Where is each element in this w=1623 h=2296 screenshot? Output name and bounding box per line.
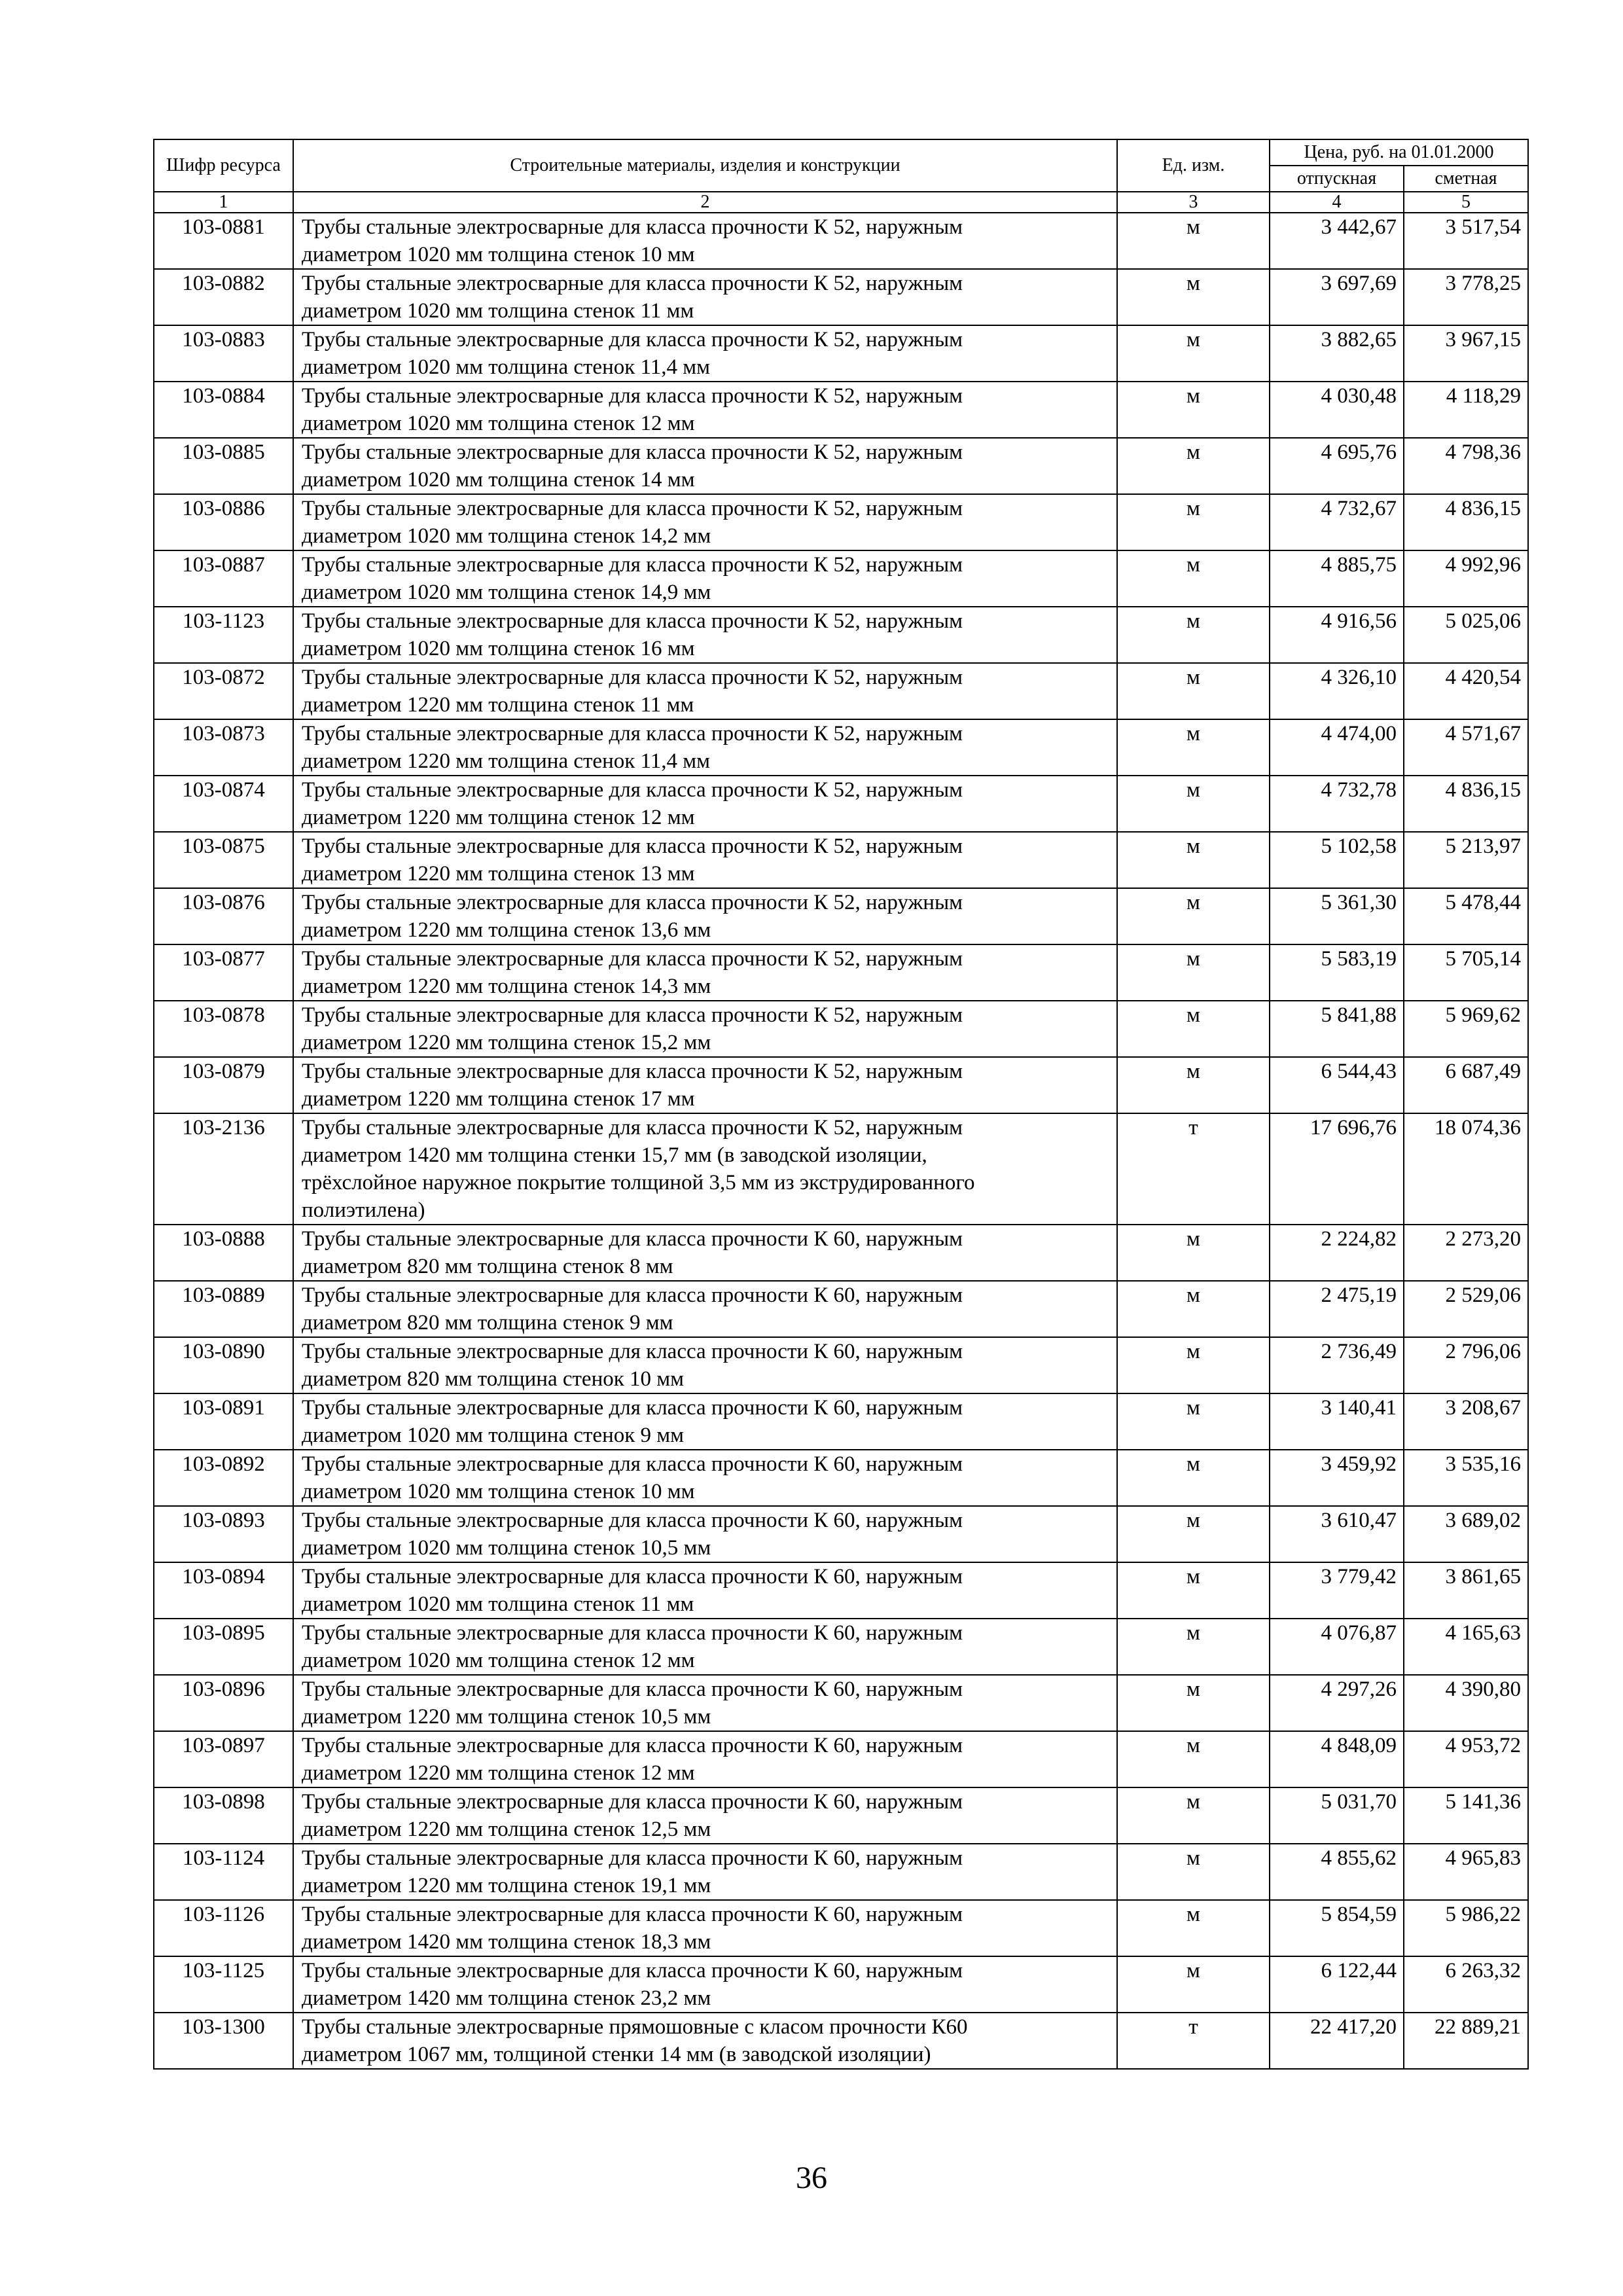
release-price-cell: 4 474,00 [1270,719,1404,776]
material-name-line: диаметром 1220 мм толщина стенок 12,5 мм [302,1818,711,1841]
material-name-line: диаметром 1420 мм толщина стенки 15,7 мм (в заводской изоляции, [302,1143,927,1167]
material-name-line: диаметром 1020 мм толщина стенок 9 мм [302,1424,685,1447]
release-price-cell: 3 697,69 [1270,269,1404,325]
material-name-cell [293,1787,1117,1844]
estimate-price-cell: 3 689,02 [1404,1506,1528,1562]
material-name-cell [293,1281,1117,1337]
release-price-cell: 4 885,75 [1270,550,1404,607]
material-name-line: Трубы стальные электросварные для класса прочности К 60, наружным [302,1340,963,1363]
material-name-line: Трубы стальные электросварные для класса прочности К 60, наружным [302,1790,963,1814]
release-price-cell: 4 916,56 [1270,607,1404,663]
table-row [154,776,1528,832]
estimate-price-cell: 6 687,49 [1404,1057,1528,1113]
resource-code-cell: 103-0894 [154,1562,293,1619]
material-name-cell [293,888,1117,944]
material-name-cell [293,832,1117,888]
table-row [154,1057,1528,1113]
material-name-line: Трубы стальные электросварные для класса прочности К 60, наружным [302,1846,963,1870]
table-body [154,213,1528,2069]
unit-cell: м [1117,1675,1270,1731]
header-price-group: Цена, руб. на 01.01.2000 [1270,139,1528,166]
material-name-line: Трубы стальные электросварные для класса прочности К 52, наружным [302,666,963,689]
resource-code-cell: 103-2136 [154,1113,293,1225]
estimate-price-cell: 4 571,67 [1404,719,1528,776]
estimate-price-cell: 18 074,36 [1404,1113,1528,1225]
release-price-cell: 4 855,62 [1270,1844,1404,1900]
page-number: 36 [796,2161,827,2195]
resource-code-cell: 103-0883 [154,325,293,382]
material-name-line: Трубы стальные электросварные для класса прочности К 60, наружным [302,1959,963,1982]
price-table [153,139,1529,2070]
table-row [154,1900,1528,1956]
estimate-price-cell: 4 420,54 [1404,663,1528,719]
release-price-cell: 6 544,43 [1270,1057,1404,1113]
material-name-line: диаметром 820 мм толщина стенок 10 мм [302,1367,685,1391]
header-code: Шифр ресурса [154,139,293,192]
material-name-line: Трубы стальные электросварные для класса прочности К 60, наружным [302,1565,963,1588]
release-price-cell: 4 732,67 [1270,494,1404,550]
material-name-cell [293,1562,1117,1619]
resource-code-cell: 103-0891 [154,1393,293,1450]
unit-cell: м [1117,1844,1270,1900]
estimate-price-cell: 4 836,15 [1404,776,1528,832]
table-row [154,1393,1528,1450]
material-name-line: Трубы стальные электросварные для класса прочности К 52, наружным [302,891,963,914]
table-row [154,1787,1528,1844]
resource-code-cell: 103-0874 [154,776,293,832]
estimate-price-cell: 3 535,16 [1404,1450,1528,1506]
unit-cell: м [1117,1281,1270,1337]
resource-code-cell: 103-0896 [154,1675,293,1731]
table-row [154,494,1528,550]
estimate-price-cell: 3 208,67 [1404,1393,1528,1450]
estimate-price-cell: 5 213,97 [1404,832,1528,888]
release-price-cell: 22 417,20 [1270,2013,1404,2069]
material-name-line: Трубы стальные электросварные для класса прочности К 52, наружным [302,440,963,464]
material-name-line: диаметром 1220 мм толщина стенок 14,3 мм [302,975,711,998]
table-row [154,382,1528,438]
estimate-price-cell: 2 529,06 [1404,1281,1528,1337]
estimate-price-cell: 5 025,06 [1404,607,1528,663]
table-row [154,1001,1528,1057]
estimate-price-cell: 5 705,14 [1404,944,1528,1001]
resource-code-cell: 103-0887 [154,550,293,607]
header-price-release: отпускная [1270,166,1404,192]
table-row [154,944,1528,1001]
unit-cell: м [1117,607,1270,663]
material-name-line: диаметром 1020 мм толщина стенок 16 мм [302,637,695,660]
material-name-line: Трубы стальные электросварные для класса прочности К 60, наружным [302,1734,963,1757]
column-number: 2 [293,192,1117,213]
estimate-price-cell: 2 796,06 [1404,1337,1528,1393]
estimate-price-cell: 5 141,36 [1404,1787,1528,1844]
resource-code-cell: 103-0884 [154,382,293,438]
unit-cell: т [1117,2013,1270,2069]
material-name-line: диаметром 1220 мм толщина стенок 13 мм [302,862,695,886]
unit-cell: м [1117,1393,1270,1450]
table-header [154,139,1528,213]
unit-cell: м [1117,1506,1270,1562]
material-name-line: диаметром 1020 мм толщина стенок 10,5 мм [302,1536,711,1560]
material-name-cell [293,776,1117,832]
column-numbers-row [154,192,1528,213]
unit-cell: м [1117,719,1270,776]
release-price-cell: 4 297,26 [1270,1675,1404,1731]
table-row [154,325,1528,382]
table-row [154,1562,1528,1619]
resource-code-cell: 103-0882 [154,269,293,325]
unit-cell: м [1117,776,1270,832]
unit-cell: м [1117,325,1270,382]
material-name-cell [293,1731,1117,1787]
column-number: 4 [1270,192,1404,213]
material-name-cell [293,663,1117,719]
release-price-cell: 6 122,44 [1270,1956,1404,2013]
unit-cell: м [1117,213,1270,269]
release-price-cell: 5 361,30 [1270,888,1404,944]
material-name-line: диаметром 820 мм толщина стенок 8 мм [302,1255,673,1278]
material-name-cell [293,1900,1117,1956]
table-row [154,1956,1528,2013]
material-name-line: диаметром 1220 мм толщина стенок 12 мм [302,806,695,829]
estimate-price-cell: 3 967,15 [1404,325,1528,382]
release-price-cell: 4 695,76 [1270,438,1404,494]
release-price-cell: 2 224,82 [1270,1225,1404,1281]
material-name-line: Трубы стальные электросварные для класса прочности К 60, наружным [302,1452,963,1476]
material-name-line: Трубы стальные электросварные для класса прочности К 52, наружным [302,497,963,520]
resource-code-cell: 103-0888 [154,1225,293,1281]
unit-cell: т [1117,1113,1270,1225]
material-name-cell [293,607,1117,663]
unit-cell: м [1117,1900,1270,1956]
unit-cell: м [1117,832,1270,888]
material-name-cell [293,1956,1117,2013]
resource-code-cell: 103-1123 [154,607,293,663]
release-price-cell: 5 583,19 [1270,944,1404,1001]
resource-code-cell: 103-0876 [154,888,293,944]
material-name-line: Трубы стальные электросварные для класса прочности К 52, наружным [302,1060,963,1083]
material-name-cell [293,1393,1117,1450]
table-row [154,269,1528,325]
material-name-line: Трубы стальные электросварные для класса прочности К 52, наружным [302,609,963,633]
resource-code-cell: 103-1124 [154,1844,293,1900]
table-row [154,1113,1528,1225]
estimate-price-cell: 4 165,63 [1404,1619,1528,1675]
resource-code-cell: 103-0898 [154,1787,293,1844]
resource-code-cell: 103-0885 [154,438,293,494]
estimate-price-cell: 3 517,54 [1404,213,1528,269]
release-price-cell: 2 736,49 [1270,1337,1404,1393]
material-name-cell [293,1337,1117,1393]
material-name-cell [293,269,1117,325]
release-price-cell: 17 696,76 [1270,1113,1404,1225]
material-name-cell [293,1675,1117,1731]
column-number: 3 [1117,192,1270,213]
material-name-line: диаметром 1020 мм толщина стенок 12 мм [302,1649,695,1672]
material-name-cell [293,1619,1117,1675]
unit-cell: м [1117,1337,1270,1393]
estimate-price-cell: 22 889,21 [1404,2013,1528,2069]
material-name-line: Трубы стальные электросварные для класса прочности К 52, наружным [302,272,963,295]
material-name-cell [293,1844,1117,1900]
release-price-cell: 2 475,19 [1270,1281,1404,1337]
resource-code-cell: 103-0881 [154,213,293,269]
estimate-price-cell: 3 861,65 [1404,1562,1528,1619]
material-name-line: Трубы стальные электросварные для класса прочности К 60, наружным [302,1227,963,1251]
estimate-price-cell: 4 836,15 [1404,494,1528,550]
release-price-cell: 3 779,42 [1270,1562,1404,1619]
table-row [154,719,1528,776]
table-row [154,1225,1528,1281]
unit-cell: м [1117,1562,1270,1619]
estimate-price-cell: 4 953,72 [1404,1731,1528,1787]
resource-code-cell: 103-0872 [154,663,293,719]
table-row [154,1675,1528,1731]
table-row [154,832,1528,888]
material-name-cell [293,2013,1117,2069]
material-name-cell [293,1450,1117,1506]
unit-cell: м [1117,438,1270,494]
material-name-line: Трубы стальные электросварные для класса прочности К 52, наружным [302,553,963,577]
material-name-line: Трубы стальные электросварные прямошовные с класом прочности К60 [302,2015,968,2039]
release-price-cell: 3 882,65 [1270,325,1404,382]
material-name-line: диаметром 1220 мм толщина стенок 11 мм [302,693,694,717]
estimate-price-cell: 4 965,83 [1404,1844,1528,1900]
material-name-line: Трубы стальные электросварные для класса прочности К 60, наружным [302,1283,963,1307]
column-number: 5 [1404,192,1528,213]
resource-code-cell: 103-0897 [154,1731,293,1787]
table-row [154,2013,1528,2069]
material-name-line: диаметром 1420 мм толщина стенок 23,2 мм [302,1986,711,2010]
material-name-line: диаметром 1020 мм толщина стенок 14,2 мм [302,524,711,548]
material-name-cell [293,382,1117,438]
release-price-cell: 4 326,10 [1270,663,1404,719]
resource-code-cell: 103-0892 [154,1450,293,1506]
material-name-line: диаметром 1020 мм толщина стенок 10 мм [302,243,695,266]
material-name-cell [293,325,1117,382]
material-name-line: Трубы стальные электросварные для класса прочности К 60, наружным [302,1509,963,1532]
material-name-cell [293,213,1117,269]
estimate-price-cell: 4 992,96 [1404,550,1528,607]
unit-cell: м [1117,494,1270,550]
material-name-line: диаметром 1020 мм толщина стенок 14,9 мм [302,581,711,604]
material-name-line: Трубы стальные электросварные для класса прочности К 52, наружным [302,1003,963,1027]
unit-cell: м [1117,1731,1270,1787]
material-name-line: диаметром 820 мм толщина стенок 9 мм [302,1311,673,1335]
unit-cell: м [1117,944,1270,1001]
unit-cell: м [1117,1225,1270,1281]
estimate-price-cell: 4 118,29 [1404,382,1528,438]
resource-code-cell: 103-1126 [154,1900,293,1956]
material-name-line: диаметром 1220 мм толщина стенок 12 мм [302,1761,695,1785]
table-row [154,1844,1528,1900]
material-name-line: диаметром 1420 мм толщина стенок 18,3 мм [302,1930,711,1954]
resource-code-cell: 103-0879 [154,1057,293,1113]
material-name-line: Трубы стальные электросварные для класса прочности К 52, наружным [302,778,963,802]
resource-code-cell: 103-0893 [154,1506,293,1562]
unit-cell: м [1117,269,1270,325]
release-price-cell: 3 442,67 [1270,213,1404,269]
unit-cell: м [1117,1057,1270,1113]
material-name-line: диаметром 1220 мм толщина стенок 11,4 мм [302,749,711,773]
header-unit: Ед. изм. [1117,139,1270,192]
release-price-cell: 3 610,47 [1270,1506,1404,1562]
resource-code-cell: 103-0890 [154,1337,293,1393]
table-row [154,438,1528,494]
material-name-line: полиэтилена) [302,1198,425,1222]
material-name-line: диаметром 1220 мм толщина стенок 10,5 мм [302,1705,711,1729]
estimate-price-cell: 6 263,32 [1404,1956,1528,2013]
material-name-line: диаметром 1020 мм толщина стенок 14 мм [302,468,695,492]
resource-code-cell: 103-0873 [154,719,293,776]
header-price-estimate: сметная [1404,166,1528,192]
estimate-price-cell: 5 478,44 [1404,888,1528,944]
unit-cell: м [1117,888,1270,944]
material-name-line: Трубы стальные электросварные для класса прочности К 52, наружным [302,834,963,858]
table-row [154,550,1528,607]
material-name-line: диаметром 1220 мм толщина стенок 19,1 мм [302,1874,711,1897]
material-name-line: Трубы стальные электросварные для класса прочности К 52, наружным [302,215,963,239]
material-name-line: диаметром 1220 мм толщина стенок 17 мм [302,1087,695,1111]
estimate-price-cell: 4 798,36 [1404,438,1528,494]
material-name-line: Трубы стальные электросварные для класса прочности К 52, наружным [302,384,963,408]
material-name-cell [293,1057,1117,1113]
material-name-cell [293,1225,1117,1281]
table-row [154,1281,1528,1337]
resource-code-cell: 103-1125 [154,1956,293,2013]
table-row [154,1506,1528,1562]
material-name-line: Трубы стальные электросварные для класса прочности К 60, наружным [302,1396,963,1420]
table-row [154,663,1528,719]
release-price-cell: 5 854,59 [1270,1900,1404,1956]
table-row [154,1731,1528,1787]
resource-code-cell: 103-1300 [154,2013,293,2069]
material-name-line: Трубы стальные электросварные для класса прочности К 52, наружным [302,328,963,351]
release-price-cell: 4 030,48 [1270,382,1404,438]
unit-cell: м [1117,382,1270,438]
release-price-cell: 5 031,70 [1270,1787,1404,1844]
material-name-line: трёхслойное наружное покрытие толщиной 3,5 мм из экструдированного [302,1171,975,1194]
release-price-cell: 4 076,87 [1270,1619,1404,1675]
material-name-cell [293,1001,1117,1057]
material-name-line: диаметром 1067 мм, толщиной стенки 14 мм (в заводской изоляции) [302,2043,931,2066]
unit-cell: м [1117,1787,1270,1844]
material-name-cell [293,1113,1117,1225]
estimate-price-cell: 4 390,80 [1404,1675,1528,1731]
resource-code-cell: 103-0877 [154,944,293,1001]
table-row [154,607,1528,663]
material-name-cell [293,550,1117,607]
material-name-line: Трубы стальные электросварные для класса прочности К 60, наружным [302,1903,963,1926]
table-row [154,1450,1528,1506]
resource-code-cell: 103-0889 [154,1281,293,1337]
estimate-price-cell: 5 986,22 [1404,1900,1528,1956]
table-row [154,213,1528,269]
estimate-price-cell: 5 969,62 [1404,1001,1528,1057]
estimate-price-cell: 3 778,25 [1404,269,1528,325]
unit-cell: м [1117,550,1270,607]
release-price-cell: 5 841,88 [1270,1001,1404,1057]
unit-cell: м [1117,1956,1270,2013]
material-name-line: диаметром 1220 мм толщина стенок 13,6 мм [302,918,711,942]
release-price-cell: 3 140,41 [1270,1393,1404,1450]
material-name-line: диаметром 1020 мм толщина стенок 11 мм [302,299,694,323]
unit-cell: м [1117,663,1270,719]
release-price-cell: 3 459,92 [1270,1450,1404,1506]
resource-code-cell: 103-0878 [154,1001,293,1057]
material-name-line: Трубы стальные электросварные для класса прочности К 52, наружным [302,722,963,745]
material-name-line: диаметром 1220 мм толщина стенок 15,2 мм [302,1031,711,1054]
material-name-line: диаметром 1020 мм толщина стенок 11 мм [302,1592,694,1616]
material-name-line: Трубы стальные электросварные для класса прочности К 60, наружным [302,1621,963,1645]
estimate-price-cell: 2 273,20 [1404,1225,1528,1281]
unit-cell: м [1117,1450,1270,1506]
material-name-cell [293,1506,1117,1562]
header-name: Строительные материалы, изделия и конструкции [293,139,1117,192]
material-name-line: диаметром 1020 мм толщина стенок 11,4 мм [302,355,711,379]
column-number: 1 [154,192,293,213]
material-name-line: Трубы стальные электросварные для класса прочности К 52, наружным [302,1116,963,1139]
release-price-cell: 5 102,58 [1270,832,1404,888]
table-row [154,888,1528,944]
material-name-line: Трубы стальные электросварные для класса прочности К 52, наружным [302,947,963,971]
table-row [154,1337,1528,1393]
table-row [154,1619,1528,1675]
material-name-line: диаметром 1020 мм толщина стенок 10 мм [302,1480,695,1503]
unit-cell: м [1117,1619,1270,1675]
release-price-cell: 4 848,09 [1270,1731,1404,1787]
resource-code-cell: 103-0886 [154,494,293,550]
material-name-cell [293,944,1117,1001]
resource-code-cell: 103-0895 [154,1619,293,1675]
material-name-line: Трубы стальные электросварные для класса прочности К 60, наружным [302,1677,963,1701]
material-name-line: диаметром 1020 мм толщина стенок 12 мм [302,412,695,435]
unit-cell: м [1117,1001,1270,1057]
material-name-cell [293,719,1117,776]
material-name-cell [293,494,1117,550]
release-price-cell: 4 732,78 [1270,776,1404,832]
material-name-cell [293,438,1117,494]
resource-code-cell: 103-0875 [154,832,293,888]
